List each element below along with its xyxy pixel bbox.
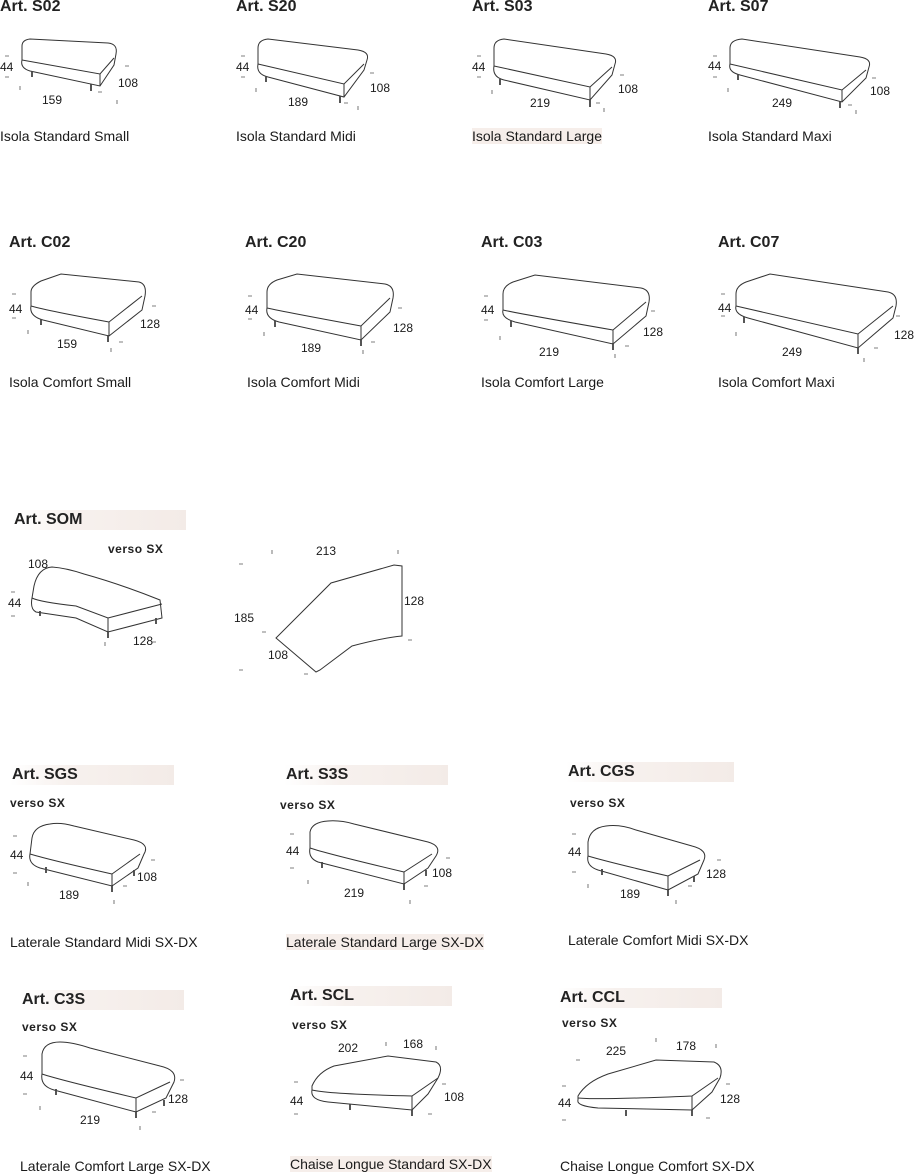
article-code: Art. SOM [12,510,186,530]
dim-depth: 108 [432,866,453,880]
dim-width: 249 [772,96,793,110]
dim-depth: 128 [706,867,727,881]
dim-depth: 108 [870,84,891,98]
dim-depth: 128 [894,328,915,342]
dim-width: 159 [57,337,78,351]
dim-depth: 128 [133,634,154,648]
dim-width: 189 [301,341,322,355]
verso-label: verso SX [10,796,66,810]
product-name: Isola Standard Maxi [708,128,832,144]
article-code: Art. C02 [9,234,71,251]
dim-height: 44 [0,60,14,74]
dim-b: 168 [403,1037,424,1051]
dim-depth: 108 [137,870,158,884]
dim-height: 44 [708,59,722,73]
drawing-s3s [282,818,462,918]
dim-width: 219 [530,96,551,110]
dim-depth: 108 [370,81,391,95]
article-code: Art. S07 [708,0,769,15]
drawing-c03 [481,266,664,386]
drawing-c20 [245,266,414,386]
dim-height: 44 [472,60,486,74]
drawing-som-elevation [0,554,180,664]
dim-a: 202 [338,1041,359,1055]
product-name: Isola Comfort Small [9,374,132,390]
dim-depth: 108 [444,1090,465,1104]
product-name: Laterale Standard Midi SX-DX [10,934,198,950]
product-name: Isola Comfort Large [481,374,604,390]
dim-width: 189 [288,95,309,109]
dim-height: 44 [558,1096,572,1110]
dim-width: 219 [344,886,365,900]
dim-width: 249 [782,345,803,359]
drawing-s07 [708,30,908,140]
dim-height: 44 [481,303,495,317]
verso-label: verso SX [108,542,164,556]
dim-width: 189 [59,888,80,902]
product-name: Isola Standard Large [472,128,602,144]
dim-height: 44 [718,301,732,315]
plan-width: 213 [316,544,337,558]
dim-depth: 108 [618,82,639,96]
verso-label: verso SX [22,1020,78,1034]
dim-height: 44 [8,596,22,610]
drawing-c02 [9,266,159,386]
dim-width: 219 [80,1113,101,1127]
article-code: Art. C20 [245,234,307,251]
article-code: Art. SGS [10,765,174,785]
verso-label: verso SX [280,798,336,812]
plan-bottom: 108 [268,648,289,662]
article-code: Art. C3S [20,990,184,1010]
article-code: Art. SCL [288,986,452,1006]
drawing-c07 [718,266,915,386]
dim-width: 159 [42,93,63,107]
drawing-c3s [20,1040,200,1150]
article-code: Art. S20 [236,0,297,15]
drawing-sgs [10,818,180,918]
dim-width: 189 [620,887,641,901]
article-code: Art. CCL [558,988,722,1008]
dim-top: 108 [28,557,49,571]
drawing-ccl [558,1030,758,1140]
product-name: Laterale Comfort Midi SX-DX [568,932,749,948]
article-code: Art. S02 [0,0,61,15]
drawing-s03 [472,30,639,140]
product-name: Isola Standard Midi [236,128,356,144]
dim-height: 44 [9,302,23,316]
product-name: Laterale Comfort Large SX-DX [20,1158,211,1174]
dim-b: 178 [676,1039,697,1053]
dim-height: 44 [236,60,250,74]
drawing-s20 [236,30,391,140]
drawing-s02 [0,30,140,140]
product-name: Isola Comfort Maxi [718,374,835,390]
verso-label: verso SX [562,1016,618,1030]
dim-height: 44 [20,1069,34,1083]
dim-height: 44 [568,845,582,859]
product-name: Isola Comfort Midi [247,374,360,390]
product-name: Laterale Standard Large SX-DX [286,934,484,950]
plan-right: 128 [404,594,425,608]
verso-label: verso SX [292,1018,348,1032]
dim-depth: 108 [118,76,139,90]
dim-depth: 128 [140,317,161,331]
dim-height: 44 [286,844,300,858]
article-code: Art. C03 [481,234,543,251]
dim-depth: 128 [168,1092,189,1106]
dim-height: 44 [290,1094,304,1108]
article-code: Art. S3S [284,765,448,785]
article-code: Art. C07 [718,234,780,251]
product-name: Chaise Longue Comfort SX-DX [560,1158,755,1174]
dim-height: 44 [10,848,24,862]
dim-height: 44 [245,303,259,317]
verso-label: verso SX [570,796,626,810]
article-code: Art. S03 [472,0,533,15]
article-code: Art. CGS [566,762,734,782]
dim-depth: 128 [720,1092,741,1106]
plan-left: 185 [234,611,255,625]
drawing-som-plan [232,540,452,680]
drawing-cgs [566,818,736,918]
product-name: Chaise Longue Standard SX-DX [290,1156,492,1172]
dim-width: 219 [539,345,560,359]
product-name: Isola Standard Small [0,128,130,144]
dim-depth: 128 [393,321,414,335]
dim-a: 225 [606,1044,627,1058]
dim-depth: 128 [643,325,664,339]
drawing-scl [288,1030,478,1140]
